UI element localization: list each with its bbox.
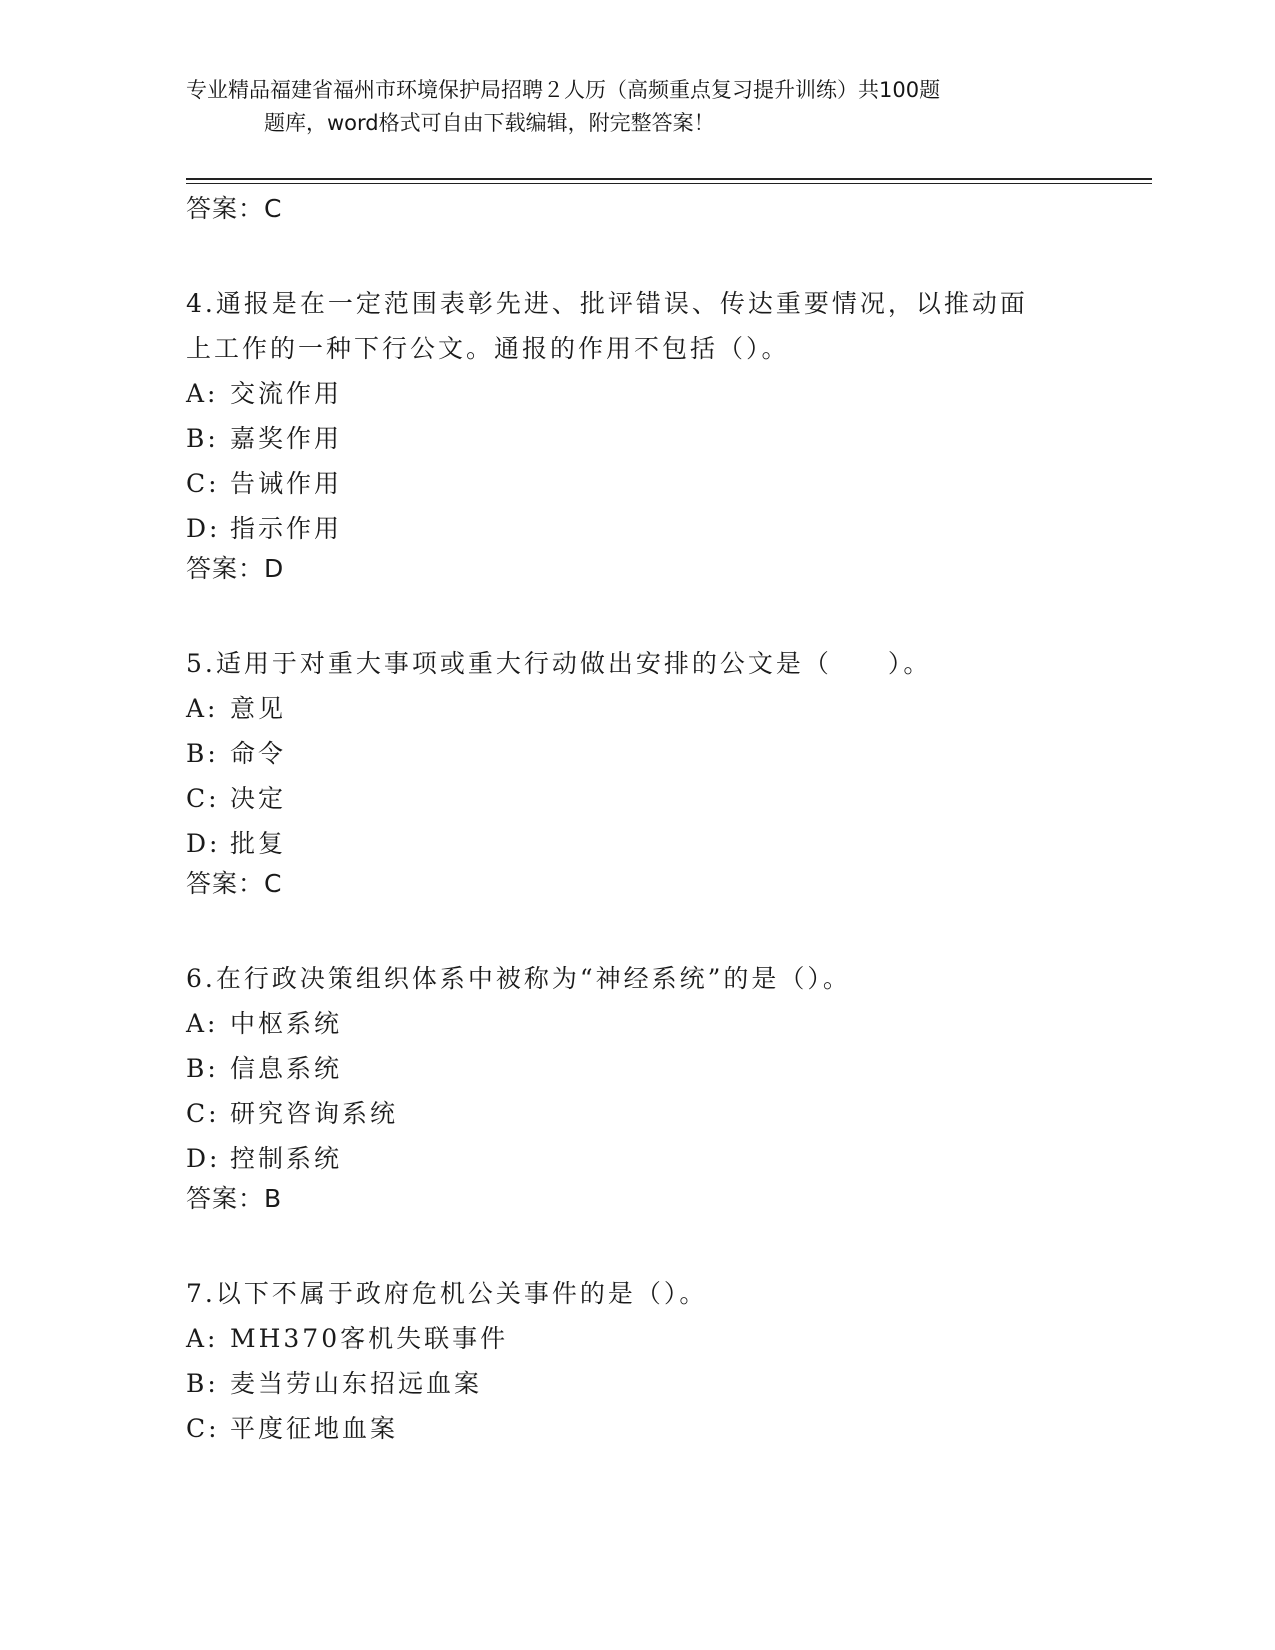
answer-option: [186, 731, 1086, 776]
question-stem-line: 上工作的一种下行公文。通报的作用不包括（）。: [186, 334, 790, 363]
option-letter: C:: [186, 1414, 220, 1443]
option-letter: D:: [186, 514, 221, 543]
answer-line: 答案：C: [186, 194, 283, 223]
answer-line: 答案：D: [186, 554, 285, 583]
option-letter: B:: [186, 1054, 219, 1083]
question-block: [186, 281, 1086, 587]
question-stem-line: 5.适用于对重大事项或重大行动做出安排的公文是（ ）。: [186, 649, 932, 678]
header-rule-thick: [186, 178, 1152, 180]
option-letter: C:: [186, 1099, 220, 1128]
answer-option: [186, 416, 1086, 461]
answer-option: [186, 1361, 1086, 1406]
question-stem-line: 4.通报是在一定范围表彰先进、批评错误、传达重要情况，以推动面: [186, 289, 1028, 318]
option-letter: C:: [186, 469, 220, 498]
answer-option: [186, 821, 1086, 866]
answer-option: [186, 461, 1086, 506]
option-text: 指示作用: [230, 514, 343, 543]
question-block: [186, 1271, 1086, 1451]
option-text: 嘉奖作用: [230, 424, 343, 453]
document-header: [186, 74, 1086, 140]
option-letter: A:: [186, 1009, 219, 1038]
header-rule-thin: [186, 183, 1152, 184]
answer-option: [186, 371, 1086, 416]
option-text: 平度征地血案: [230, 1414, 399, 1443]
option-letter: D:: [186, 829, 221, 858]
option-text: MH370客机失联事件: [230, 1324, 509, 1353]
option-text: 决定: [230, 784, 287, 813]
answer-line: 答案：C: [186, 869, 283, 898]
option-letter: A:: [186, 694, 219, 723]
option-text: 告诫作用: [230, 469, 343, 498]
answer-option: [186, 1406, 1086, 1451]
option-letter: A:: [186, 1324, 219, 1353]
option-text: 意见: [230, 694, 287, 723]
question-block: [186, 641, 1086, 902]
answer-option: [186, 1316, 1086, 1361]
question-stem-line: 6.在行政决策组织体系中被称为“神经系统”的是（）。: [186, 964, 851, 993]
question-list: [186, 191, 1086, 1451]
answer-line: 答案：B: [186, 1184, 283, 1213]
header-title-line-1: 专业精品福建省福州市环境保护局招聘２人历（高频重点复习提升训练）共100题: [186, 78, 941, 102]
answer-option: [186, 1091, 1086, 1136]
option-text: 信息系统: [230, 1054, 343, 1083]
header-title-line-2: 题库，word格式可自由下载编辑，附完整答案！: [264, 111, 715, 135]
option-letter: D:: [186, 1144, 221, 1173]
answer-option: [186, 1046, 1086, 1091]
option-text: 研究咨询系统: [230, 1099, 399, 1128]
option-text: 控制系统: [230, 1144, 343, 1173]
option-letter: A:: [186, 379, 219, 408]
answer-option: [186, 686, 1086, 731]
option-text: 交流作用: [230, 379, 343, 408]
option-letter: B:: [186, 424, 219, 453]
answer-option: [186, 1136, 1086, 1181]
answer-option: [186, 1001, 1086, 1046]
option-text: 命令: [230, 739, 287, 768]
option-text: 批复: [230, 829, 287, 858]
option-text: 中枢系统: [230, 1009, 343, 1038]
option-letter: B:: [186, 739, 219, 768]
option-letter: B:: [186, 1369, 219, 1398]
question-block: [186, 956, 1086, 1217]
answer-option: [186, 506, 1086, 551]
answer-option: [186, 776, 1086, 821]
question-stem-line: 7.以下不属于政府危机公关事件的是（）。: [186, 1279, 708, 1308]
option-text: 麦当劳山东招远血案: [230, 1369, 483, 1398]
option-letter: C:: [186, 784, 220, 813]
